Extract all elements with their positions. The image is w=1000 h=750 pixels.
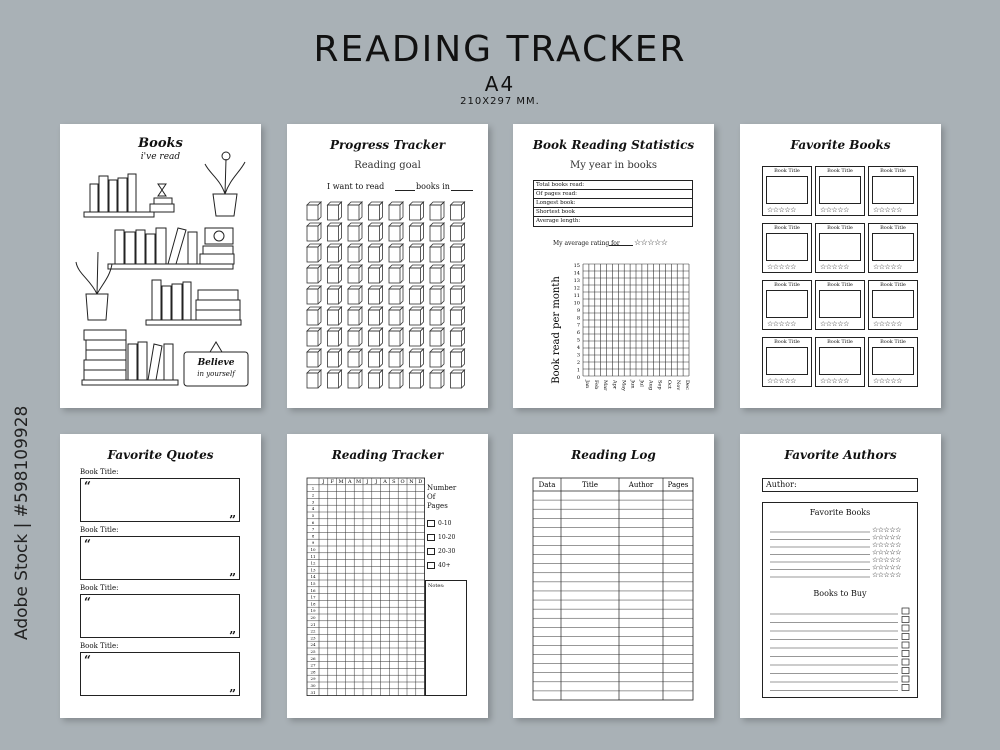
page-progress-tracker: [287, 124, 488, 408]
fav-book-cover-box: [872, 176, 914, 204]
book-icon: [389, 202, 403, 220]
y-tick-label: 12: [573, 285, 580, 292]
book-icon: [430, 265, 444, 283]
log-frame: [533, 478, 693, 700]
y-tick-label: 4: [576, 345, 580, 352]
authors-title: Favorite Authors: [784, 448, 897, 462]
fav-book-title-label: Book Title: [880, 225, 906, 231]
day-label: 6: [311, 519, 315, 525]
rating-stars-icon[interactable]: ☆☆☆☆☆: [820, 206, 849, 214]
y-tick-label: 3: [576, 352, 580, 359]
fav-book-title-label: Book Title: [774, 339, 800, 345]
fav-book-card[interactable]: [815, 223, 865, 273]
believe-text: Believe: [197, 358, 235, 368]
fav-book-card[interactable]: [868, 166, 918, 216]
month-label: A: [383, 479, 387, 485]
books-to-buy-label: Books to Buy: [813, 589, 867, 598]
book-icon: [348, 370, 362, 388]
book-icon: [307, 202, 321, 220]
stats-title: Book Reading Statistics: [532, 138, 695, 152]
book-icon: [348, 307, 362, 325]
fav-book-cover-box: [819, 290, 861, 318]
book-icon: [389, 244, 403, 262]
books-read-subtitle: i've read: [140, 152, 181, 162]
rating-stars-icon[interactable]: ☆☆☆☆☆: [820, 320, 849, 328]
month-label: Sep: [656, 380, 663, 390]
log-column-header: Title: [581, 481, 599, 489]
checkbox[interactable]: [427, 562, 435, 569]
book-icon: [389, 328, 403, 346]
day-label: 1: [311, 485, 315, 491]
book-icon: [369, 265, 383, 283]
book-icon-grid: [287, 124, 488, 408]
fav-book-title-label: Book Title: [827, 168, 853, 174]
log-column-header: Pages: [667, 481, 689, 489]
page-favorite-books: [740, 124, 941, 408]
pages-label: [427, 484, 456, 511]
fav-books-title: Favorite Books: [790, 138, 891, 152]
month-label: Jul: [638, 380, 645, 387]
day-label: 12: [310, 560, 316, 566]
quote-book-title-label: Book Title:: [80, 526, 119, 534]
rating-stars-icon[interactable]: ☆☆☆☆☆: [634, 238, 668, 247]
rating-stars-icon[interactable]: ☆☆☆☆☆: [873, 206, 902, 214]
book-icon: [328, 286, 342, 304]
paper-dimensions: 210X297 MM.: [460, 96, 540, 107]
book-icon: [348, 328, 362, 346]
progress-subtitle: Reading goal: [354, 160, 421, 171]
day-label: 14: [310, 574, 316, 580]
fav-book-title-label: Book Title: [827, 339, 853, 345]
book-icon: [348, 244, 362, 262]
day-label: 31: [310, 689, 316, 695]
fav-book-card[interactable]: [868, 223, 918, 273]
day-label: 25: [310, 649, 316, 654]
fav-book-cover-box: [819, 233, 861, 261]
fav-book-title-label: Book Title: [880, 282, 906, 288]
book-icon: [369, 202, 383, 220]
checkbox: [902, 659, 909, 665]
day-label: 17: [310, 594, 316, 600]
book-icon: [389, 370, 403, 388]
page-books-read: [60, 124, 261, 408]
checkbox[interactable]: [427, 520, 435, 527]
rating-stars-icon[interactable]: ☆☆☆☆☆: [820, 377, 849, 385]
rating-stars-icon[interactable]: ☆☆☆☆☆: [767, 206, 796, 214]
y-tick-label: 2: [576, 360, 580, 367]
option-label: 0-10: [438, 519, 452, 527]
page-statistics: [513, 124, 714, 408]
day-label: 15: [310, 581, 316, 586]
fav-books-grid: [740, 124, 941, 408]
day-label: 8: [311, 533, 315, 539]
log-title: Reading Log: [571, 448, 656, 462]
month-label: S: [392, 479, 396, 485]
month-label: Jan: [584, 380, 590, 389]
book-icon: [430, 286, 444, 304]
pages-option[interactable]: [427, 530, 455, 544]
checkbox: [902, 685, 909, 691]
book-icon: [451, 307, 465, 325]
day-label: 24: [310, 642, 316, 648]
quote-box[interactable]: [80, 478, 240, 527]
y-tick-label: 13: [573, 277, 580, 284]
fav-books-label: Favorite Books: [809, 508, 871, 517]
pages-label-3: Pages: [427, 502, 448, 510]
month-label: M: [338, 479, 344, 485]
pages-option[interactable]: [427, 544, 455, 558]
rating-stars-icon: ☆☆☆☆☆: [872, 571, 901, 579]
stats-row[interactable]: Of pages read:: [534, 190, 692, 199]
open-quote-icon: “: [84, 479, 91, 493]
book-icon: [307, 370, 321, 388]
month-label: Feb: [593, 380, 600, 390]
pages-option[interactable]: [427, 516, 455, 530]
book-icon: [348, 223, 362, 241]
progress-title: Progress Tracker: [329, 138, 446, 152]
fav-book-card[interactable]: [762, 166, 812, 216]
y-tick-label: 9: [576, 307, 580, 314]
close-quote-icon: ”: [229, 687, 236, 701]
book-icon: [348, 265, 362, 283]
close-quote-icon: ”: [229, 629, 236, 643]
rating-stars-icon[interactable]: ☆☆☆☆☆: [873, 263, 902, 271]
header: [0, 30, 1000, 108]
option-label: 40+: [438, 561, 451, 569]
book-icon: [430, 307, 444, 325]
book-icon: [307, 244, 321, 262]
rating-stars-icon: ☆☆☆☆☆: [872, 526, 901, 534]
month-label: D: [418, 479, 423, 485]
fav-book-title-label: Book Title: [774, 168, 800, 174]
fav-book-card[interactable]: [762, 223, 812, 273]
rating-stars-icon: ☆☆☆☆☆: [872, 556, 901, 564]
day-label: 22: [310, 628, 316, 634]
pages-label-1: Number: [427, 484, 457, 492]
day-label: 4: [311, 506, 315, 512]
book-icon: [307, 265, 321, 283]
book-icon: [451, 223, 465, 241]
quotes-title: Favorite Quotes: [107, 448, 214, 462]
author-label: Author:: [766, 480, 797, 489]
stats-row[interactable]: Average length:: [536, 218, 581, 224]
book-icon: [451, 265, 465, 283]
book-icon: [410, 349, 424, 367]
open-quote-icon: “: [84, 595, 91, 609]
month-label: N: [409, 479, 414, 485]
month-label: Mar: [602, 380, 609, 391]
day-label: 13: [310, 567, 316, 573]
in-yourself-text: in yourself: [197, 370, 235, 378]
month-label: M: [356, 479, 362, 485]
book-icon: [410, 265, 424, 283]
fav-book-cover-box: [872, 347, 914, 375]
book-icon: [410, 244, 424, 262]
day-label: 26: [310, 655, 316, 661]
rating-stars-icon[interactable]: ☆☆☆☆☆: [767, 263, 796, 271]
y-tick-label: 6: [576, 330, 580, 337]
checkbox: [902, 676, 909, 682]
books-per-month-chart: [513, 124, 714, 408]
fav-book-card[interactable]: [868, 280, 918, 330]
book-icon: [348, 202, 362, 220]
option-label: 20-30: [438, 547, 456, 555]
rating-label: My average rating for: [553, 240, 620, 247]
book-icon: [369, 223, 383, 241]
fav-book-title-label: Book Title: [827, 225, 853, 231]
book-icon: [451, 244, 465, 262]
y-tick-label: 14: [573, 270, 580, 277]
day-label: 29: [310, 676, 316, 682]
book-icon: [328, 265, 342, 283]
month-label: O: [400, 479, 405, 485]
log-column-header: Data: [538, 481, 556, 489]
rating-stars-icon[interactable]: ☆☆☆☆☆: [767, 377, 796, 385]
month-label: J: [322, 479, 325, 485]
day-label: 7: [311, 526, 315, 532]
y-axis-label: Book read per month: [551, 276, 562, 384]
month-label: Dec: [684, 380, 690, 390]
book-icon: [451, 328, 465, 346]
book-icon: [328, 349, 342, 367]
day-label: 20: [310, 615, 316, 620]
option-label: 10-20: [438, 533, 456, 541]
stats-row[interactable]: Shortest book: [534, 208, 692, 217]
month-label: Apr: [611, 380, 618, 390]
fav-book-cover-box: [766, 347, 808, 375]
day-label: 27: [310, 662, 316, 668]
page-reading-log: [513, 434, 714, 718]
pages-options: [427, 516, 455, 572]
close-quote-icon: ”: [229, 513, 236, 527]
book-icon: [389, 349, 403, 367]
open-quote-icon: “: [84, 653, 91, 667]
book-icon: [430, 244, 444, 262]
book-icon: [307, 307, 321, 325]
fav-book-cover-box: [819, 176, 861, 204]
checkbox: [902, 608, 909, 614]
rating-stars-icon: ☆☆☆☆☆: [872, 541, 901, 549]
main-title: READING TRACKER: [313, 29, 687, 70]
y-tick-label: 5: [576, 337, 580, 344]
month-label: Nov: [674, 380, 681, 391]
book-icon: [451, 202, 465, 220]
book-icon: [451, 370, 465, 388]
tracker-title: Reading Tracker: [331, 448, 444, 462]
y-tick-label: 15: [573, 263, 580, 269]
quote-box[interactable]: [80, 652, 240, 701]
book-icon: [451, 286, 465, 304]
fav-book-title-label: Book Title: [774, 282, 800, 288]
book-icon: [430, 202, 444, 220]
checkbox: [902, 668, 909, 674]
fav-book-title-label: Book Title: [880, 168, 906, 174]
book-icon: [369, 349, 383, 367]
book-icon: [328, 202, 342, 220]
fav-book-card[interactable]: [815, 337, 865, 387]
fav-book-title-label: Book Title: [774, 225, 800, 231]
month-label: May: [620, 380, 627, 391]
open-quote-icon: “: [84, 537, 91, 551]
book-icon: [430, 328, 444, 346]
stats-row[interactable]: Total books read:: [534, 181, 692, 190]
stock-watermark: Adobe Stock | #598109928: [12, 405, 32, 640]
checkbox[interactable]: [427, 548, 435, 555]
rating-stars-icon: ☆☆☆☆☆: [872, 548, 901, 557]
quote-book-title-label: Book Title:: [80, 642, 119, 650]
book-icon: [328, 244, 342, 262]
stats-subtitle: My year in books: [569, 160, 657, 171]
rating-stars-icon[interactable]: ☆☆☆☆☆: [873, 377, 902, 385]
fav-book-card[interactable]: [815, 280, 865, 330]
checkbox: [902, 651, 909, 657]
month-label: Jun: [629, 380, 636, 389]
day-label: 28: [310, 669, 316, 675]
book-icon: [328, 223, 342, 241]
y-tick-label: 1: [576, 367, 580, 374]
fav-book-card[interactable]: [815, 166, 865, 216]
day-label: 9: [311, 540, 315, 546]
book-icon: [307, 328, 321, 346]
quote-box[interactable]: [80, 594, 240, 643]
book-icon: [430, 370, 444, 388]
rating-stars-icon[interactable]: ☆☆☆☆☆: [873, 320, 902, 328]
month-label: J: [375, 479, 378, 485]
day-label: 5: [311, 513, 315, 518]
page-favorite-authors: [740, 434, 941, 718]
rating-stars-icon: ☆☆☆☆☆: [872, 563, 901, 572]
day-label: 11: [310, 553, 316, 559]
book-icon: [307, 223, 321, 241]
quote-book-title-label: Book Title:: [80, 468, 119, 476]
book-icon: [451, 349, 465, 367]
book-icon: [328, 307, 342, 325]
quote-book-title-label: Book Title:: [80, 584, 119, 592]
book-icon: [369, 244, 383, 262]
fav-book-card[interactable]: [762, 280, 812, 330]
book-icon: [389, 286, 403, 304]
fav-book-card[interactable]: [868, 337, 918, 387]
checkbox: [902, 642, 909, 648]
book-icon: [430, 223, 444, 241]
y-tick-label: 8: [576, 315, 580, 322]
month-label: J: [366, 479, 369, 485]
page-reading-tracker: [287, 434, 488, 718]
book-icon: [328, 370, 342, 388]
fav-book-title-label: Book Title: [827, 282, 853, 288]
day-label: 16: [310, 587, 316, 593]
fav-book-cover-box: [766, 290, 808, 318]
checkbox: [902, 617, 909, 623]
book-icon: [410, 370, 424, 388]
book-icon: [307, 286, 321, 304]
book-icon: [410, 202, 424, 220]
pages-option[interactable]: [427, 558, 455, 572]
fav-book-cover-box: [819, 347, 861, 375]
stats-row[interactable]: Longest book:: [534, 199, 692, 208]
month-label: A: [347, 479, 352, 485]
progress-line1: I want to read: [327, 182, 385, 191]
day-label: 18: [310, 601, 316, 607]
book-icon: [410, 307, 424, 325]
book-icon: [369, 370, 383, 388]
book-icon: [389, 223, 403, 241]
book-icon: [430, 349, 444, 367]
rating-stars-icon: ☆☆☆☆☆: [872, 533, 901, 542]
book-icon: [389, 265, 403, 283]
checkbox: [902, 634, 909, 640]
pages-label-2: Of: [427, 493, 436, 501]
day-label: 30: [310, 683, 316, 688]
fav-book-card[interactable]: [762, 337, 812, 387]
book-icon: [369, 328, 383, 346]
y-tick-label: 0: [576, 375, 580, 381]
rating-stars-icon[interactable]: ☆☆☆☆☆: [767, 320, 796, 328]
book-icon: [348, 349, 362, 367]
day-label: 3: [311, 499, 315, 505]
day-label: 10: [310, 547, 316, 552]
day-label: 23: [310, 635, 316, 641]
fav-book-cover-box: [872, 290, 914, 318]
checkbox[interactable]: [427, 534, 435, 541]
y-tick-label: 11: [573, 292, 580, 299]
day-label: 19: [310, 608, 316, 614]
month-label: Aug: [647, 380, 654, 391]
checkbox: [902, 625, 909, 631]
fav-book-title-label: Book Title: [880, 339, 906, 345]
y-tick-label: 10: [573, 300, 580, 307]
day-label: 2: [311, 492, 315, 498]
rating-stars-icon[interactable]: ☆☆☆☆☆: [820, 263, 849, 271]
fav-book-cover-box: [766, 176, 808, 204]
reading-log-table: [513, 434, 714, 718]
page-favorite-quotes: [60, 434, 261, 718]
fav-book-cover-box: [766, 233, 808, 261]
notes-box[interactable]: [425, 580, 467, 696]
month-label: Oct: [665, 380, 672, 389]
log-column-header: Author: [628, 481, 654, 489]
book-icon: [328, 328, 342, 346]
book-icon: [348, 286, 362, 304]
book-icon: [410, 223, 424, 241]
author-lines: [740, 434, 941, 718]
books-read-title: Books: [138, 136, 183, 151]
notes-label: Notes:: [428, 583, 445, 589]
book-icon: [410, 286, 424, 304]
y-tick-label: 7: [576, 322, 580, 329]
book-icon: [369, 286, 383, 304]
book-icon: [307, 349, 321, 367]
quote-box[interactable]: [80, 536, 240, 585]
day-label: 21: [310, 621, 316, 627]
quote-boxes: [60, 434, 261, 718]
close-quote-icon: ”: [229, 571, 236, 585]
book-icon: [369, 307, 383, 325]
book-icon: [410, 328, 424, 346]
month-label: F: [330, 479, 334, 485]
paper-size: A4: [484, 72, 516, 96]
progress-line2: books in: [416, 182, 450, 191]
fav-book-cover-box: [872, 233, 914, 261]
book-icon: [389, 307, 403, 325]
